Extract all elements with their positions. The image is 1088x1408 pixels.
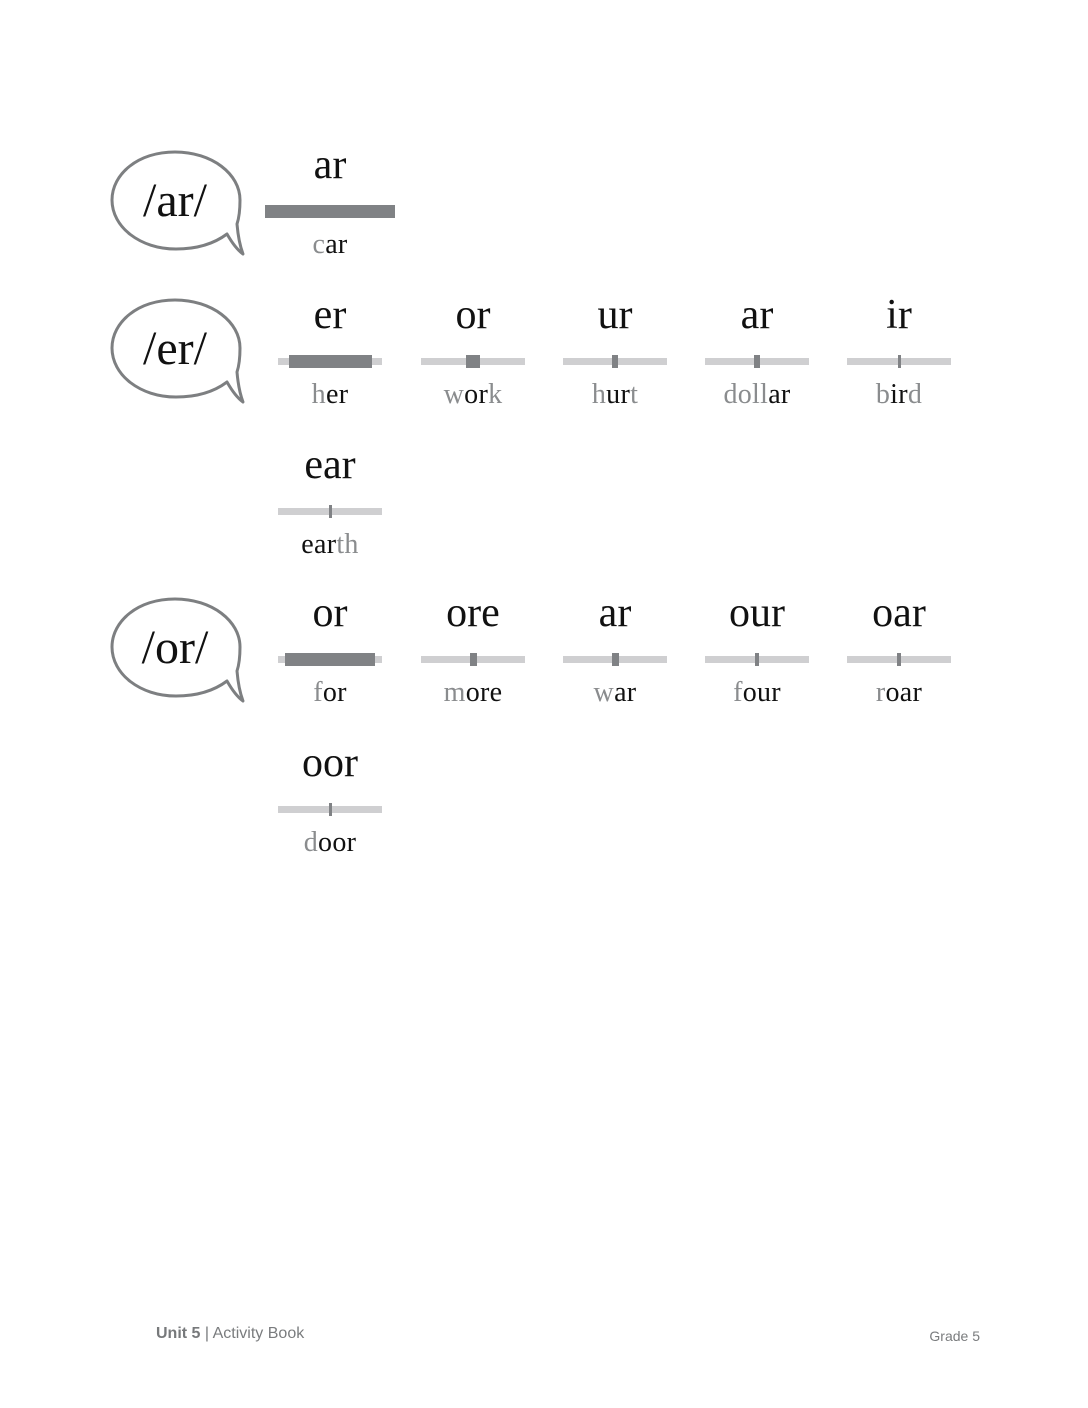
spelling-card — [834, 588, 964, 718]
frequency-bar-track — [278, 656, 382, 663]
frequency-bar-fill — [289, 355, 372, 368]
spelling-pattern: oar — [872, 590, 926, 636]
frequency-bar-track — [563, 358, 667, 365]
example-word: her — [311, 379, 349, 410]
spelling-pattern: ir — [886, 292, 912, 338]
example-word: earth — [301, 529, 359, 560]
spelling-pattern: ore — [446, 590, 500, 636]
footer-unit-label — [156, 1325, 304, 1343]
spelling-card — [265, 290, 395, 420]
spelling-card — [550, 588, 680, 718]
footer-separator: | — [204, 1325, 210, 1342]
spelling-card — [408, 290, 538, 420]
sound-bubble — [110, 150, 260, 270]
spelling-pattern: er — [313, 292, 347, 338]
frequency-bar-track — [847, 656, 951, 663]
spelling-card — [550, 290, 680, 420]
spelling-pattern: our — [729, 590, 785, 636]
frequency-bar-track — [563, 656, 667, 663]
frequency-bar-fill — [466, 355, 480, 368]
frequency-bar-fill — [329, 803, 332, 816]
sound-label: /er/ — [143, 321, 207, 375]
spelling-card — [265, 738, 395, 868]
spelling-card — [692, 290, 822, 420]
example-word: for — [313, 677, 347, 708]
sound-label: /or/ — [141, 620, 209, 674]
frequency-bar-track — [265, 208, 395, 215]
frequency-bar-fill — [755, 653, 759, 666]
footer-grade: Grade 5 — [929, 1328, 980, 1344]
frequency-bar-track — [278, 508, 382, 515]
frequency-bar-fill — [897, 653, 901, 666]
example-word: more — [443, 677, 503, 708]
spelling-pattern: oor — [302, 740, 358, 786]
sound-label: /ar/ — [143, 173, 207, 227]
sound-bubble — [110, 298, 260, 418]
spelling-card — [265, 440, 395, 570]
sound-bubble — [110, 597, 260, 717]
frequency-bar-fill — [265, 205, 395, 218]
frequency-bar-fill — [612, 653, 619, 666]
example-word: door — [303, 827, 357, 858]
example-word: four — [733, 677, 781, 708]
spelling-pattern: ur — [597, 292, 633, 338]
frequency-bar-track — [847, 358, 951, 365]
example-word: dollar — [723, 379, 791, 410]
spelling-card — [265, 588, 395, 718]
spelling-pattern: or — [312, 590, 348, 636]
frequency-bar-track — [705, 358, 809, 365]
frequency-bar-fill — [754, 355, 760, 368]
spelling-card — [265, 140, 395, 270]
frequency-bar-track — [421, 358, 525, 365]
frequency-bar-fill — [612, 355, 618, 368]
frequency-bar-track — [421, 656, 525, 663]
spelling-pattern: ar — [313, 142, 347, 188]
example-word: war — [593, 677, 637, 708]
frequency-bar-track — [278, 806, 382, 813]
spelling-card — [834, 290, 964, 420]
spelling-card — [692, 588, 822, 718]
spelling-pattern: or — [455, 292, 491, 338]
footer-unit: Unit 5 — [156, 1325, 201, 1342]
spelling-pattern: ar — [740, 292, 774, 338]
frequency-bar-fill — [285, 653, 375, 666]
example-word: bird — [875, 379, 923, 410]
spelling-card — [408, 588, 538, 718]
frequency-bar-fill — [898, 355, 901, 368]
example-word: roar — [875, 677, 923, 708]
frequency-bar-fill — [329, 505, 332, 518]
frequency-bar-track — [278, 358, 382, 365]
footer-book: Activity Book — [212, 1325, 305, 1342]
example-word: work — [443, 379, 503, 410]
frequency-bar-track — [705, 656, 809, 663]
example-word: hurt — [591, 379, 639, 410]
spelling-pattern: ear — [304, 442, 356, 488]
frequency-bar-fill — [470, 653, 477, 666]
spelling-pattern: ar — [598, 590, 632, 636]
example-word: car — [312, 229, 348, 260]
